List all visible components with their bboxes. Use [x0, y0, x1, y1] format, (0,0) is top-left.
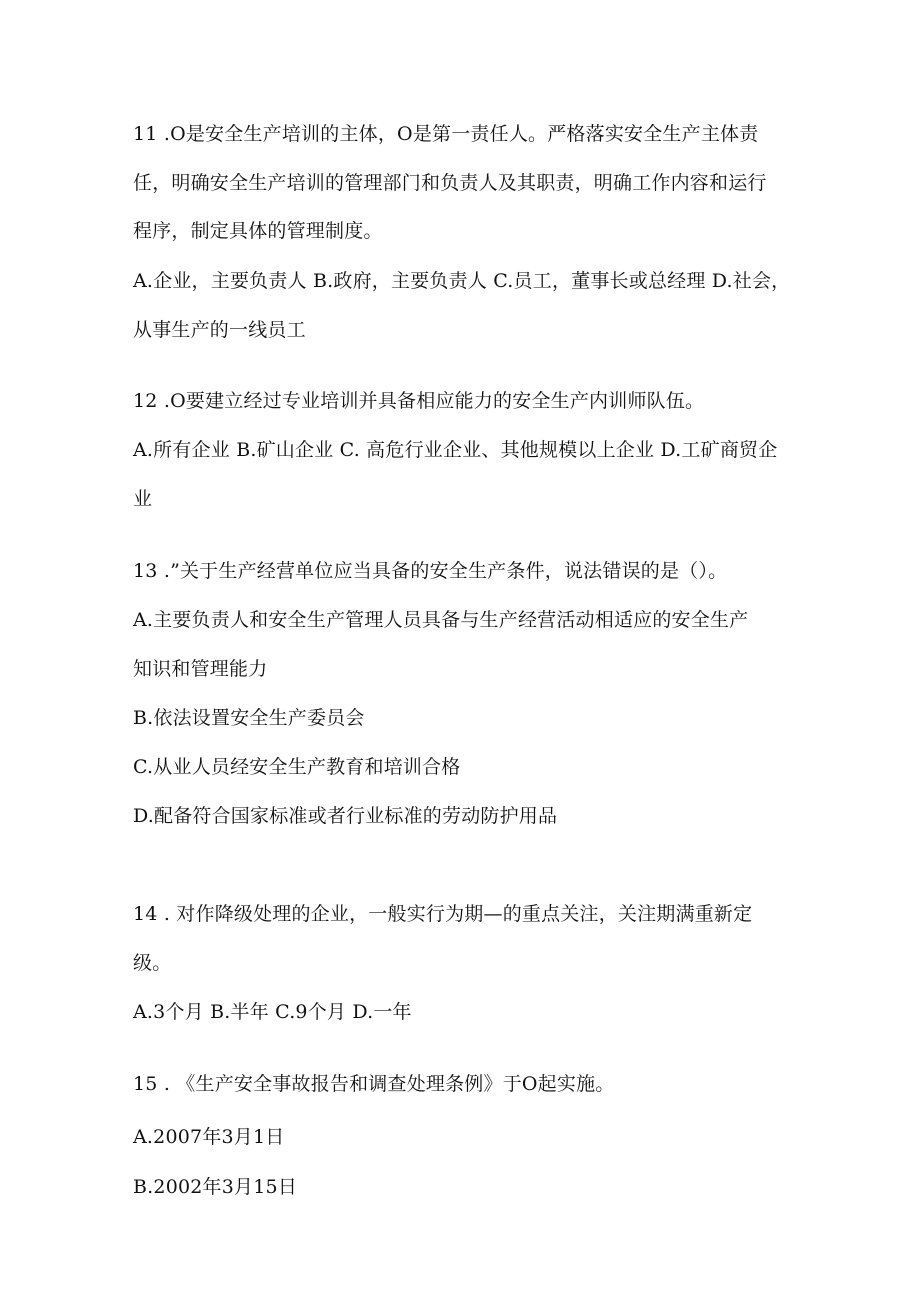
- question-number: 15: [133, 1073, 158, 1095]
- q11-stem-line-2: 任，明确安全生产培训的管理部门和负责人及其职责，明确工作内容和运行: [133, 172, 767, 194]
- q14-options-line-1: A.3个月 B.半年 C.9个月 D.一年: [133, 1001, 412, 1023]
- q13-stem-line-1: 13 .”关于生产经营单位应当具备的安全生产条件，说法错误的是（）。: [133, 560, 728, 582]
- q14-stem-line-1: 14 . 对作降级处理的企业，一般实行为期—的重点关注，关注期满重新定: [133, 903, 753, 925]
- q15-option-b: B.2002年3月15日: [133, 1176, 298, 1198]
- q12-options-line-2: 业: [133, 488, 153, 510]
- question-number: 11: [133, 123, 158, 145]
- q11-options-line-1: A.企业，主要负责人 B.政府，主要负责人 C.员工，董事长或总经理 D.社会，: [133, 270, 791, 292]
- q13-option-b: B.依法设置安全生产委员会: [133, 707, 365, 729]
- q13-option-c: C.从业人员经安全生产教育和培训合格: [133, 756, 461, 778]
- q13-option-d: D.配备符合国家标准或者行业标准的劳动防护用品: [133, 805, 558, 827]
- q13-option-a-line-2: 知识和管理能力: [133, 658, 268, 680]
- question-number: 12: [133, 390, 158, 412]
- q12-options-line-1: A.所有企业 B.矿山企业 C. 高危行业企业、其他规模以上企业 D.工矿商贸企: [133, 439, 778, 461]
- q11-stem-line-1: 11 .O是安全生产培训的主体，O是第一责任人。严格落实安全生产主体责: [133, 123, 759, 145]
- q12-stem-line-1: 12 .O要建立经过专业培训并具备相应能力的安全生产内训师队伍。: [133, 390, 705, 412]
- question-number: 13: [133, 560, 158, 582]
- q15-stem-line-1: 15 . 《生产安全事故报告和调查处理条例》于O起实施。: [133, 1073, 615, 1095]
- q15-option-a: A.2007年3月1日: [133, 1126, 285, 1148]
- q13-option-a-line-1: A.主要负责人和安全生产管理人员具备与生产经营活动相适应的安全生产: [133, 609, 749, 631]
- q14-stem-line-2: 级。: [133, 952, 172, 974]
- q11-stem-line-3: 程序，制定具体的管理制度。: [133, 220, 383, 242]
- question-number: 14: [133, 903, 158, 925]
- q11-options-line-2: 从事生产的一线员工: [133, 319, 306, 341]
